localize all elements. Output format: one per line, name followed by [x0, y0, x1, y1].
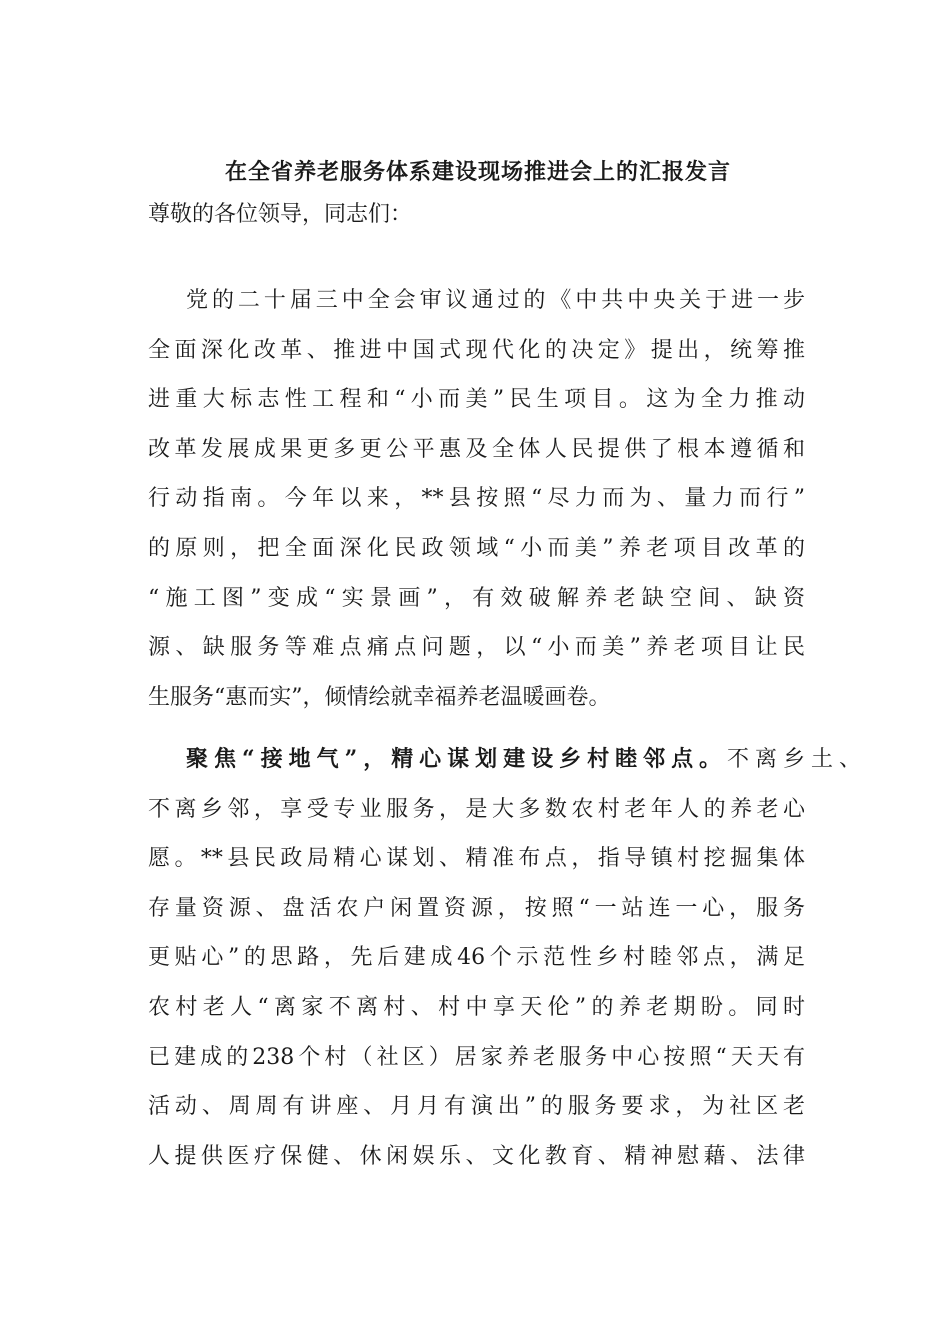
- paragraph-line: 源、缺服务等难点痛点问题，以“小而美”养老项目让民: [148, 635, 805, 661]
- paragraph-line: 农村老人“离家不离村、村中享天伦”的养老期盼。同时: [148, 994, 805, 1020]
- paragraph-line: 存量资源、盘活农户闲置资源，按照“一站连一心，服务: [148, 895, 805, 921]
- paragraph-line: 不离乡邻，享受专业服务，是大多数农村老年人的养老心: [148, 796, 805, 822]
- paragraph-line: 党的二十届三中全会审议通过的《中共中央关于进一步: [186, 288, 805, 313]
- paragraph-line: 全面深化改革、推进中国式现代化的决定》提出，统筹推: [148, 337, 805, 363]
- section-heading: 聚焦“接地气”，精心谋划建设乡村睦邻点。: [186, 746, 728, 772]
- paragraph-text: 不离乡土、: [727, 747, 861, 772]
- paragraph-line: 改革发展成果更多更公平惠及全体人民提供了根本遵循和: [148, 436, 805, 462]
- paragraph-line: 愿。**县民政局精心谋划、精准布点，指导镇村挖掘集体: [148, 846, 805, 872]
- salutation: 尊敬的各位领导，同志们：: [148, 202, 413, 227]
- paragraph-line: 更贴心”的思路，先后建成46个示范性乡村睦邻点，满足: [148, 945, 805, 971]
- paragraph-line: 已建成的238个村（社区）居家养老服务中心按照“天天有: [148, 1044, 805, 1070]
- document-title: 在全省养老服务体系建设现场推进会上的汇报发言: [224, 159, 731, 185]
- paragraph-line: 行动指南。今年以来，**县按照“尽力而为、量力而行”: [148, 486, 805, 512]
- paragraph-line: 人提供医疗保健、休闲娱乐、文化教育、精神慰藉、法律: [148, 1143, 805, 1169]
- paragraph-line: “施工图”变成“实景画”，有效破解养老缺空间、缺资: [148, 585, 805, 611]
- paragraph-line: 的原则，把全面深化民政领域“小而美”养老项目改革的: [148, 535, 805, 561]
- paragraph-line: 生服务“惠而实”，倾情绘就幸福养老温暖画卷。: [148, 684, 611, 710]
- paragraph-intro: [148, 276, 805, 722]
- paragraph-neighborhood: [148, 735, 861, 1181]
- paragraph-first-line: [148, 735, 861, 785]
- paragraph-line: 进重大标志性工程和“小而美”民生项目。这为全力推动: [148, 387, 805, 413]
- paragraph-line: 活动、周周有讲座、月月有演出”的服务要求，为社区老: [148, 1094, 805, 1120]
